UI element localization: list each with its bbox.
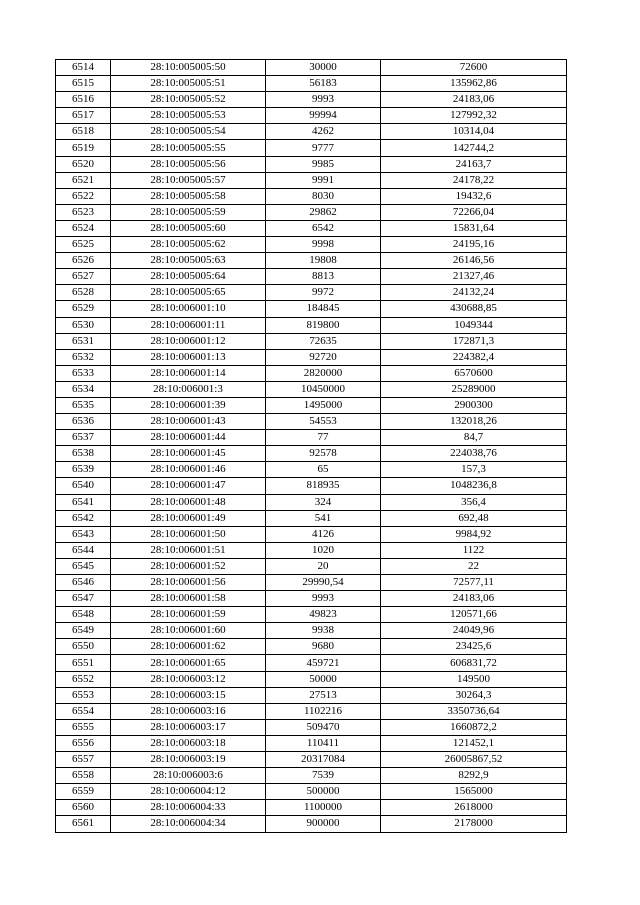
table-row — [56, 301, 567, 317]
row-number-cell: 6555 — [56, 719, 111, 735]
area-cell: 8813 — [266, 269, 381, 285]
cadastral-number-cell: 28:10:005005:63 — [111, 253, 266, 269]
area-cell: 509470 — [266, 719, 381, 735]
value-cell: 149500 — [381, 671, 567, 687]
row-number-cell: 6540 — [56, 478, 111, 494]
value-cell: 9984,92 — [381, 526, 567, 542]
area-cell: 9991 — [266, 172, 381, 188]
cadastral-number-cell: 28:10:006001:11 — [111, 317, 266, 333]
row-number-cell: 6552 — [56, 671, 111, 687]
cadastral-number-cell: 28:10:006001:62 — [111, 639, 266, 655]
row-number-cell: 6531 — [56, 333, 111, 349]
row-number-cell: 6547 — [56, 591, 111, 607]
cadastral-value-table — [55, 59, 567, 833]
value-cell: 224038,76 — [381, 446, 567, 462]
table-row — [56, 381, 567, 397]
value-cell: 26146,56 — [381, 253, 567, 269]
cadastral-number-cell: 28:10:006003:15 — [111, 687, 266, 703]
cadastral-number-cell: 28:10:006001:13 — [111, 349, 266, 365]
table-row — [56, 735, 567, 751]
cadastral-number-cell: 28:10:005005:65 — [111, 285, 266, 301]
area-cell: 29862 — [266, 204, 381, 220]
area-cell: 29990,54 — [266, 575, 381, 591]
table-row — [56, 703, 567, 719]
row-number-cell: 6520 — [56, 156, 111, 172]
cadastral-number-cell: 28:10:006001:56 — [111, 575, 266, 591]
area-cell: 10450000 — [266, 381, 381, 397]
value-cell: 15831,64 — [381, 220, 567, 236]
value-cell: 132018,26 — [381, 414, 567, 430]
area-cell: 459721 — [266, 655, 381, 671]
value-cell: 2900300 — [381, 397, 567, 413]
area-cell: 8030 — [266, 188, 381, 204]
cadastral-number-cell: 28:10:006001:48 — [111, 494, 266, 510]
row-number-cell: 6541 — [56, 494, 111, 510]
cadastral-number-cell: 28:10:005005:52 — [111, 92, 266, 108]
cadastral-number-cell: 28:10:006003:12 — [111, 671, 266, 687]
row-number-cell: 6528 — [56, 285, 111, 301]
value-cell: 22 — [381, 558, 567, 574]
cadastral-number-cell: 28:10:005005:54 — [111, 124, 266, 140]
table-row — [56, 575, 567, 591]
row-number-cell: 6529 — [56, 301, 111, 317]
table-row — [56, 526, 567, 542]
cadastral-number-cell: 28:10:006004:33 — [111, 800, 266, 816]
row-number-cell: 6523 — [56, 204, 111, 220]
cadastral-number-cell: 28:10:005005:56 — [111, 156, 266, 172]
cadastral-number-cell: 28:10:006001:12 — [111, 333, 266, 349]
area-cell: 77 — [266, 430, 381, 446]
row-number-cell: 6549 — [56, 623, 111, 639]
area-cell: 6542 — [266, 220, 381, 236]
area-cell: 92720 — [266, 349, 381, 365]
row-number-cell: 6514 — [56, 60, 111, 76]
value-cell: 1565000 — [381, 784, 567, 800]
area-cell: 65 — [266, 462, 381, 478]
area-cell: 99994 — [266, 108, 381, 124]
table-row — [56, 752, 567, 768]
row-number-cell: 6544 — [56, 542, 111, 558]
row-number-cell: 6536 — [56, 414, 111, 430]
value-cell: 24195,16 — [381, 237, 567, 253]
table-row — [56, 237, 567, 253]
value-cell: 127992,32 — [381, 108, 567, 124]
row-number-cell: 6525 — [56, 237, 111, 253]
table-row — [56, 172, 567, 188]
table-row — [56, 462, 567, 478]
row-number-cell: 6518 — [56, 124, 111, 140]
value-cell: 356,4 — [381, 494, 567, 510]
row-number-cell: 6539 — [56, 462, 111, 478]
table-row — [56, 204, 567, 220]
value-cell: 24163,7 — [381, 156, 567, 172]
row-number-cell: 6535 — [56, 397, 111, 413]
cadastral-number-cell: 28:10:006003:16 — [111, 703, 266, 719]
value-cell: 2178000 — [381, 816, 567, 832]
value-cell: 19432,6 — [381, 188, 567, 204]
cadastral-number-cell: 28:10:005005:59 — [111, 204, 266, 220]
row-number-cell: 6559 — [56, 784, 111, 800]
table-row — [56, 558, 567, 574]
table-row — [56, 92, 567, 108]
row-number-cell: 6556 — [56, 735, 111, 751]
cadastral-number-cell: 28:10:006001:43 — [111, 414, 266, 430]
table-row — [56, 397, 567, 413]
table-row — [56, 188, 567, 204]
table-row — [56, 719, 567, 735]
value-cell: 430688,85 — [381, 301, 567, 317]
cadastral-number-cell: 28:10:006001:50 — [111, 526, 266, 542]
table-row — [56, 76, 567, 92]
table-row — [56, 269, 567, 285]
table-row — [56, 768, 567, 784]
value-cell: 1048236,8 — [381, 478, 567, 494]
area-cell: 1102216 — [266, 703, 381, 719]
cadastral-number-cell: 28:10:006001:60 — [111, 623, 266, 639]
area-cell: 9998 — [266, 237, 381, 253]
area-cell: 819800 — [266, 317, 381, 333]
table-row — [56, 687, 567, 703]
table-row — [56, 623, 567, 639]
row-number-cell: 6533 — [56, 365, 111, 381]
area-cell: 184845 — [266, 301, 381, 317]
value-cell: 10314,04 — [381, 124, 567, 140]
cadastral-number-cell: 28:10:006001:39 — [111, 397, 266, 413]
value-cell: 24178,22 — [381, 172, 567, 188]
value-cell: 1122 — [381, 542, 567, 558]
area-cell: 9993 — [266, 92, 381, 108]
value-cell: 24183,06 — [381, 591, 567, 607]
value-cell: 72577,11 — [381, 575, 567, 591]
area-cell: 9993 — [266, 591, 381, 607]
cadastral-number-cell: 28:10:006001:46 — [111, 462, 266, 478]
row-number-cell: 6546 — [56, 575, 111, 591]
row-number-cell: 6516 — [56, 92, 111, 108]
area-cell: 818935 — [266, 478, 381, 494]
table-row — [56, 784, 567, 800]
value-cell: 24049,96 — [381, 623, 567, 639]
cadastral-number-cell: 28:10:006001:58 — [111, 591, 266, 607]
value-cell: 6570600 — [381, 365, 567, 381]
value-cell: 72600 — [381, 60, 567, 76]
area-cell: 20317084 — [266, 752, 381, 768]
row-number-cell: 6537 — [56, 430, 111, 446]
value-cell: 24183,06 — [381, 92, 567, 108]
table-row — [56, 816, 567, 832]
cadastral-number-cell: 28:10:006001:59 — [111, 607, 266, 623]
table-row — [56, 124, 567, 140]
table-row — [56, 607, 567, 623]
table-row — [56, 60, 567, 76]
row-number-cell: 6548 — [56, 607, 111, 623]
area-cell: 50000 — [266, 671, 381, 687]
table-row — [56, 494, 567, 510]
area-cell: 9680 — [266, 639, 381, 655]
table-row — [56, 317, 567, 333]
value-cell: 606831,72 — [381, 655, 567, 671]
value-cell: 25289000 — [381, 381, 567, 397]
cadastral-number-cell: 28:10:005005:57 — [111, 172, 266, 188]
area-cell: 54553 — [266, 414, 381, 430]
value-cell: 692,48 — [381, 510, 567, 526]
table-row — [56, 510, 567, 526]
table-row — [56, 671, 567, 687]
cadastral-number-cell: 28:10:006001:49 — [111, 510, 266, 526]
row-number-cell: 6551 — [56, 655, 111, 671]
area-cell: 324 — [266, 494, 381, 510]
value-cell: 157,3 — [381, 462, 567, 478]
row-number-cell: 6545 — [56, 558, 111, 574]
table-row — [56, 430, 567, 446]
table-row — [56, 414, 567, 430]
cadastral-number-cell: 28:10:006001:3 — [111, 381, 266, 397]
area-cell: 541 — [266, 510, 381, 526]
value-cell: 172871,3 — [381, 333, 567, 349]
area-cell: 92578 — [266, 446, 381, 462]
row-number-cell: 6554 — [56, 703, 111, 719]
table-row — [56, 655, 567, 671]
area-cell: 27513 — [266, 687, 381, 703]
cadastral-number-cell: 28:10:006001:14 — [111, 365, 266, 381]
table-row — [56, 365, 567, 381]
value-cell: 8292,9 — [381, 768, 567, 784]
table-row — [56, 140, 567, 156]
cadastral-number-cell: 28:10:005005:62 — [111, 237, 266, 253]
area-cell: 19808 — [266, 253, 381, 269]
cadastral-number-cell: 28:10:006003:17 — [111, 719, 266, 735]
value-cell: 224382,4 — [381, 349, 567, 365]
table-row — [56, 253, 567, 269]
value-cell: 72266,04 — [381, 204, 567, 220]
cadastral-number-cell: 28:10:006001:44 — [111, 430, 266, 446]
value-cell: 1660872,2 — [381, 719, 567, 735]
table-row — [56, 285, 567, 301]
area-cell: 56183 — [266, 76, 381, 92]
value-cell: 1049344 — [381, 317, 567, 333]
cadastral-number-cell: 28:10:005005:58 — [111, 188, 266, 204]
row-number-cell: 6519 — [56, 140, 111, 156]
row-number-cell: 6515 — [56, 76, 111, 92]
value-cell: 142744,2 — [381, 140, 567, 156]
table-row — [56, 156, 567, 172]
row-number-cell: 6532 — [56, 349, 111, 365]
table-row — [56, 220, 567, 236]
cadastral-number-cell: 28:10:005005:55 — [111, 140, 266, 156]
cadastral-number-cell: 28:10:006001:65 — [111, 655, 266, 671]
cadastral-number-cell: 28:10:005005:60 — [111, 220, 266, 236]
table-row — [56, 800, 567, 816]
area-cell: 20 — [266, 558, 381, 574]
area-cell: 500000 — [266, 784, 381, 800]
cadastral-number-cell: 28:10:005005:64 — [111, 269, 266, 285]
row-number-cell: 6521 — [56, 172, 111, 188]
value-cell: 21327,46 — [381, 269, 567, 285]
area-cell: 9985 — [266, 156, 381, 172]
cadastral-number-cell: 28:10:006004:34 — [111, 816, 266, 832]
area-cell: 49823 — [266, 607, 381, 623]
row-number-cell: 6527 — [56, 269, 111, 285]
row-number-cell: 6550 — [56, 639, 111, 655]
cadastral-number-cell: 28:10:005005:50 — [111, 60, 266, 76]
value-cell: 26005867,52 — [381, 752, 567, 768]
cadastral-number-cell: 28:10:006004:12 — [111, 784, 266, 800]
row-number-cell: 6558 — [56, 768, 111, 784]
row-number-cell: 6530 — [56, 317, 111, 333]
cadastral-number-cell: 28:10:006003:19 — [111, 752, 266, 768]
value-cell: 120571,66 — [381, 607, 567, 623]
value-cell: 84,7 — [381, 430, 567, 446]
table-row — [56, 333, 567, 349]
area-cell: 1100000 — [266, 800, 381, 816]
area-cell: 9777 — [266, 140, 381, 156]
area-cell: 110411 — [266, 735, 381, 751]
area-cell: 30000 — [266, 60, 381, 76]
value-cell: 3350736,64 — [381, 703, 567, 719]
row-number-cell: 6522 — [56, 188, 111, 204]
table-row — [56, 542, 567, 558]
area-cell: 2820000 — [266, 365, 381, 381]
area-cell: 9972 — [266, 285, 381, 301]
cadastral-number-cell: 28:10:006001:45 — [111, 446, 266, 462]
table-row — [56, 478, 567, 494]
table-row — [56, 349, 567, 365]
area-cell: 900000 — [266, 816, 381, 832]
cadastral-number-cell: 28:10:006001:10 — [111, 301, 266, 317]
row-number-cell: 6538 — [56, 446, 111, 462]
table-body — [56, 60, 567, 833]
cadastral-number-cell: 28:10:006003:18 — [111, 735, 266, 751]
value-cell: 135962,86 — [381, 76, 567, 92]
value-cell: 23425,6 — [381, 639, 567, 655]
table-row — [56, 446, 567, 462]
cadastral-number-cell: 28:10:006001:51 — [111, 542, 266, 558]
cadastral-number-cell: 28:10:005005:51 — [111, 76, 266, 92]
row-number-cell: 6524 — [56, 220, 111, 236]
value-cell: 30264,3 — [381, 687, 567, 703]
cadastral-number-cell: 28:10:006001:52 — [111, 558, 266, 574]
row-number-cell: 6560 — [56, 800, 111, 816]
area-cell: 1020 — [266, 542, 381, 558]
row-number-cell: 6557 — [56, 752, 111, 768]
table-row — [56, 108, 567, 124]
cadastral-number-cell: 28:10:006001:47 — [111, 478, 266, 494]
area-cell: 9938 — [266, 623, 381, 639]
cadastral-number-cell: 28:10:005005:53 — [111, 108, 266, 124]
table-row — [56, 639, 567, 655]
row-number-cell: 6542 — [56, 510, 111, 526]
area-cell: 4126 — [266, 526, 381, 542]
area-cell: 7539 — [266, 768, 381, 784]
row-number-cell: 6543 — [56, 526, 111, 542]
row-number-cell: 6561 — [56, 816, 111, 832]
value-cell: 24132,24 — [381, 285, 567, 301]
cadastral-number-cell: 28:10:006003:6 — [111, 768, 266, 784]
row-number-cell: 6553 — [56, 687, 111, 703]
area-cell: 1495000 — [266, 397, 381, 413]
row-number-cell: 6517 — [56, 108, 111, 124]
value-cell: 2618000 — [381, 800, 567, 816]
area-cell: 72635 — [266, 333, 381, 349]
area-cell: 4262 — [266, 124, 381, 140]
table-row — [56, 591, 567, 607]
row-number-cell: 6526 — [56, 253, 111, 269]
row-number-cell: 6534 — [56, 381, 111, 397]
value-cell: 121452,1 — [381, 735, 567, 751]
